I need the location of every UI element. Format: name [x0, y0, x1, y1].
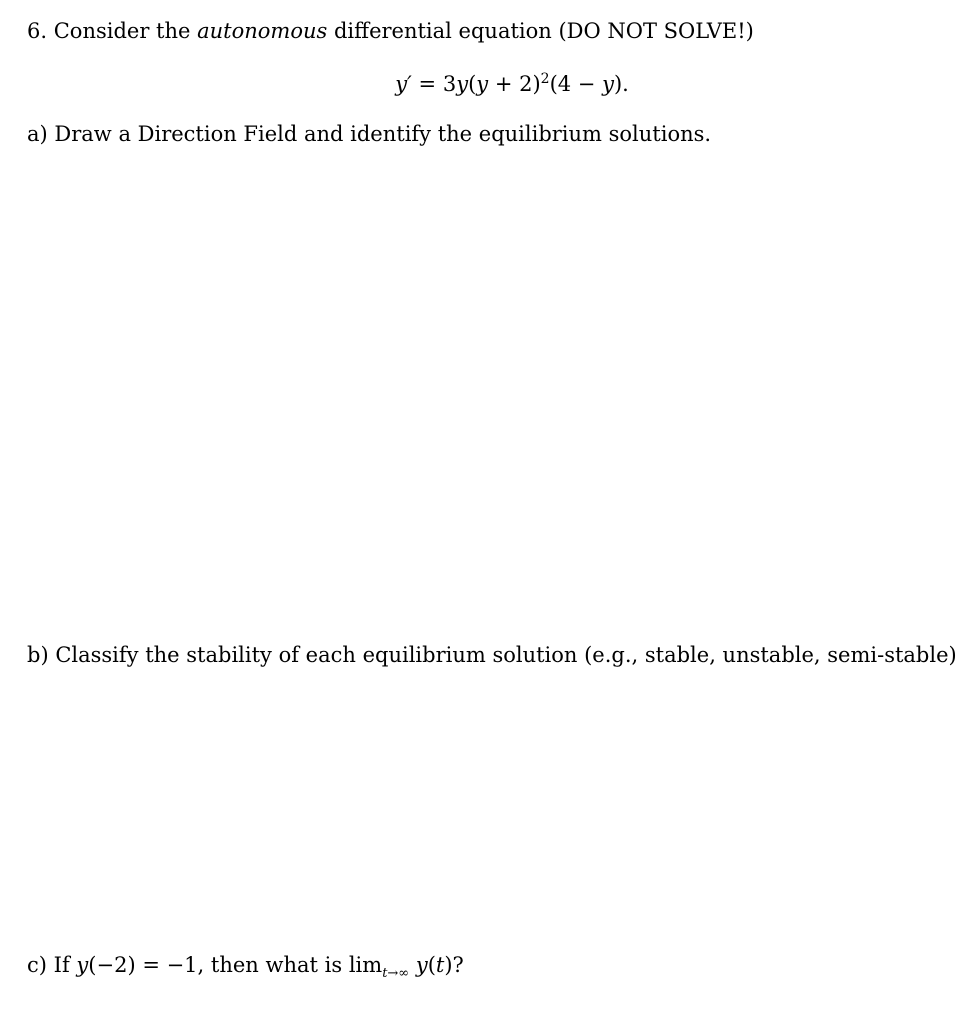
part-c-limit-close: )? [444, 953, 464, 977]
equation-equals: = [418, 72, 437, 96]
part-c-then: then what is [210, 953, 343, 977]
part-a-label: a) [27, 122, 48, 146]
equation-factor3-open: (4 − [549, 72, 603, 96]
part-a [27, 120, 711, 148]
part-c-condition-var: y [76, 953, 89, 977]
question-number: 6. [27, 19, 48, 43]
equation-factor3-close: ). [613, 72, 629, 96]
equation-factor2-var: y [476, 72, 489, 96]
part-c-lim: lim [348, 953, 383, 977]
equation-factor2-open: ( [468, 72, 477, 96]
question-intro-after: differential equation (DO NOT SOLVE!) [333, 19, 754, 43]
differential-equation [0, 70, 968, 98]
part-c-label: c) [27, 953, 47, 977]
equation-coefficient: 3 [442, 72, 457, 96]
equation-factor3-var: y [602, 72, 614, 96]
equation-exponent: 2 [540, 71, 550, 87]
question-intro-emphasis: autonomous [197, 19, 328, 43]
part-b [27, 641, 957, 669]
part-c-condition-arg: (−2) [88, 953, 136, 977]
part-c-lim-subscript: t→∞ [382, 966, 410, 981]
part-c-limit-var: y [415, 953, 428, 977]
part-c-limit-t: t [435, 953, 445, 977]
equation-lhs: y′ [395, 72, 412, 96]
question-intro-before: Consider the [53, 19, 191, 43]
equation-var: y [456, 72, 469, 96]
part-c [27, 951, 464, 979]
equation-factor2-rest: + 2) [488, 72, 541, 96]
part-c-limit-open: ( [427, 953, 436, 977]
part-a-text: Draw a Direction Field and identify the equilibrium solutions. [54, 122, 712, 146]
part-c-condition-eq: = −1, [135, 953, 205, 977]
question-heading [27, 17, 754, 45]
part-c-if: If [53, 953, 70, 977]
part-b-text: Classify the stability of each equilibrium solution (e.g., stable, unstable, semi-stable) [55, 643, 957, 667]
part-b-label: b) [27, 643, 49, 667]
